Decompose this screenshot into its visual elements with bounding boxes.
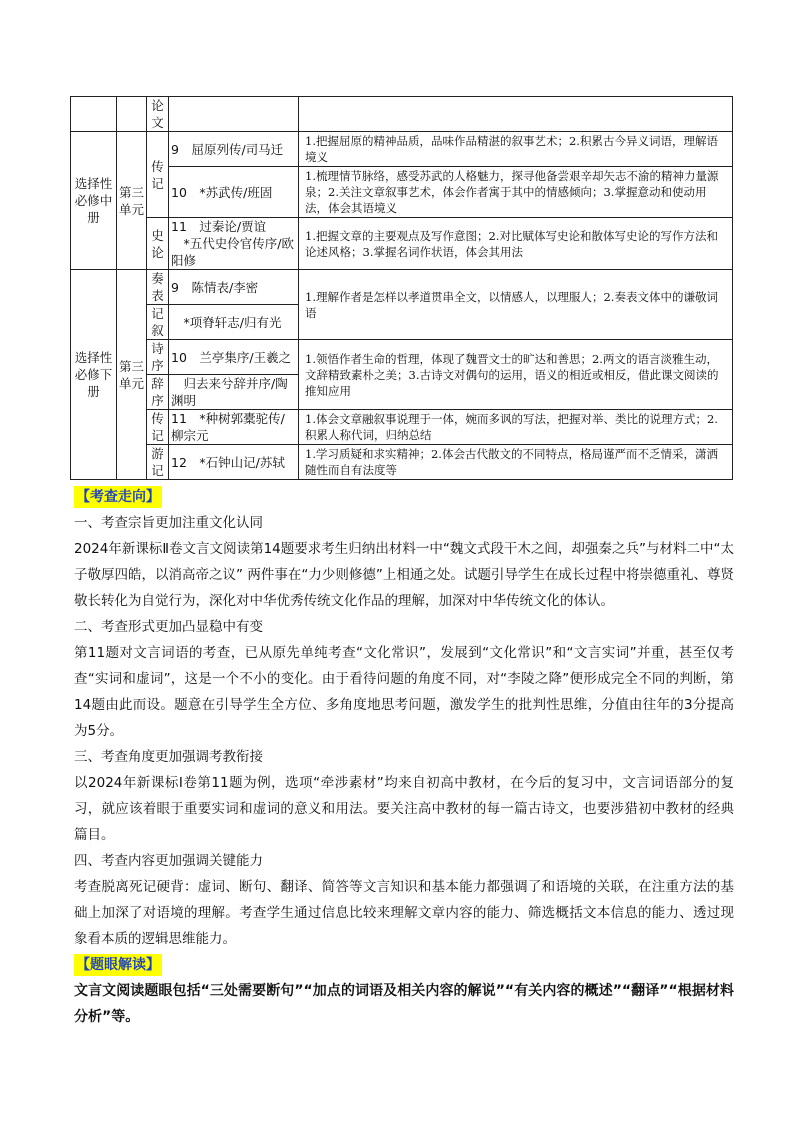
genre-cell: 诗序 (147, 340, 169, 375)
paragraph: 考查脱离死记硬背：虚词、断句、翻译、简答等文言知识和基本能力都强调了和语境的关联，在注重方法的基础上加深了对语境的理解。考查学生通过信息比较来理解文章内容的能力、筛选概括文本信息的能力、透过现象看本质的逻辑思维能力。 (74, 879, 734, 947)
lesson-cell: *项脊轩志/归有光 (169, 305, 299, 340)
table-row (71, 270, 733, 305)
genre-cell: 传记 (147, 132, 169, 218)
table-row (71, 132, 733, 167)
article-body (74, 484, 734, 1030)
table-row (71, 340, 733, 375)
lesson-cell: 9 屈原列传/司马迁 (169, 132, 299, 167)
paragraph: 第11题对文言词语的考查，已从原先单纯考查“文化常识”，发展到“文化常识”和“文言实词”并重，甚至仅考查“实词和虚词”，这是一个不小的变化。由于看待问题的角度不同，对“李陵之降”便形成完全不同的判断，第14题由此而设。题意在引导学生全方位、多角度地思考问题，激发学生的批判性思维，分值由往年的3分提高为5分。 (74, 645, 734, 739)
table-row (71, 97, 733, 132)
unit-cell: 第三单元 (117, 132, 147, 270)
book-cell: 选择性必修下册 (71, 270, 117, 480)
table-row (71, 167, 733, 218)
requirement-cell: 1.学习质疑和求实精神；2.体会古代散文的不同特点，格局谨严而不乏情采，潇洒随性而自有法度等 (299, 445, 733, 480)
requirement-cell: 1.理解作者是怎样以孝道贯串全文，以情感人，以理服人；2.奏表文体中的谦敬词语 (299, 270, 733, 340)
unit-cell: 第三单元 (117, 270, 147, 480)
genre-cell: 游记 (147, 445, 169, 480)
requirement-cell: 1.梳理情节脉络，感受苏武的人格魅力，探寻他备尝艰辛却矢志不渝的精神力量源泉；2.关注文章叙事艺术，体会作者寓于其中的情感倾向；3.掌握意动和使动用法，体会其语境义 (299, 167, 733, 218)
lesson-cell: 归去来兮辞并序/陶渊明 (169, 375, 299, 410)
paragraph: 以2024年新课标Ⅰ卷第11题为例，选项“牵涉素材”均来自初高中教材，在今后的复习中，文言词语部分的复习，就应该着眼于重要实词和虚词的意义和用法。要关注高中教材的每一篇古诗文，也要涉猎初中教材的经典篇目。 (74, 775, 734, 843)
requirement-cell: 1.领悟作者生命的哲理，体现了魏晋文士的旷达和善思；2.两文的语言淡雅生动，文辞精致素朴之美；3.古诗文对偶句的运用，语义的相近或相反，借此课文阅读的推知应用 (299, 340, 733, 410)
table-row (71, 218, 733, 270)
paragraph-bold: 文言文阅读题眼包括“三处需要断句”“加点的词语及相关内容的解说”“有关内容的概述”“翻译”“根据材料分析”等。 (74, 983, 734, 1025)
table-row (71, 445, 733, 480)
lesson-cell: 9 陈情表/李密 (169, 270, 299, 305)
genre-cell: 传记 (147, 410, 169, 445)
genre-cell: 奏表 (147, 270, 169, 305)
subheading: 三、考查角度更加强调考教衔接 (74, 749, 263, 765)
genre-cell: 史论 (147, 218, 169, 270)
section-tag-key-points: 【题眼解读】 (74, 954, 162, 976)
curriculum-table (70, 96, 733, 480)
lesson-cell: 11 *种树郭橐驼传/柳宗元 (169, 410, 299, 445)
book-cell: 选择性必修中册 (71, 132, 117, 270)
requirement-cell: 1.把握屈原的精神品质，品味作品精湛的叙事艺术；2.积累古今异义词语，理解语境义 (299, 132, 733, 167)
lesson-cell (169, 218, 299, 270)
requirement-cell: 1.把握文章的主要观点及写作意图；2.对比赋体写史论和散体写史论的写作方法和论述风格；3.掌握名词作状语，体会其用法 (299, 218, 733, 270)
paragraph: 2024年新课标Ⅱ卷文言文阅读第14题要求考生归纳出材料一中“魏文式段干木之闾，却强秦之兵”与材料二中“太子敬厚四皓，以消高帝之议” 两件事在“力少则修德”上相通之处。试题引导学生在成长过程中将崇德重礼、尊贤敬长转化为自觉行为，深化对中华优秀传统文化作品的理解，加深对中华传统文化的体认。 (74, 541, 734, 609)
lesson-cell: 10 *苏武传/班固 (169, 167, 299, 218)
subheading: 二、考查形式更加凸显稳中有变 (74, 619, 263, 635)
requirement-cell: 1.体会文章融叙事说理于一体，婉而多讽的写法，把握对举、类比的说理方式；2.积累人称代词，归纳总结 (299, 410, 733, 445)
section-tag-exam-trend: 【考查走向】 (74, 486, 162, 508)
genre-cell: 辞序 (147, 375, 169, 410)
table-row (71, 410, 733, 445)
lesson-cell: 12 *石钟山记/苏轼 (169, 445, 299, 480)
lesson-line: 11 过秦论/贾谊 (171, 219, 267, 234)
genre-cell: 记叙 (147, 305, 169, 340)
lesson-line: *五代史伶官传序/欧阳修 (171, 236, 294, 268)
lesson-cell: 10 兰亭集序/王羲之 (169, 340, 299, 375)
subheading: 四、考查内容更加强调关键能力 (74, 853, 263, 869)
subheading: 一、考查宗旨更加注重文化认同 (74, 515, 263, 531)
genre-cell: 论文 (147, 97, 169, 132)
